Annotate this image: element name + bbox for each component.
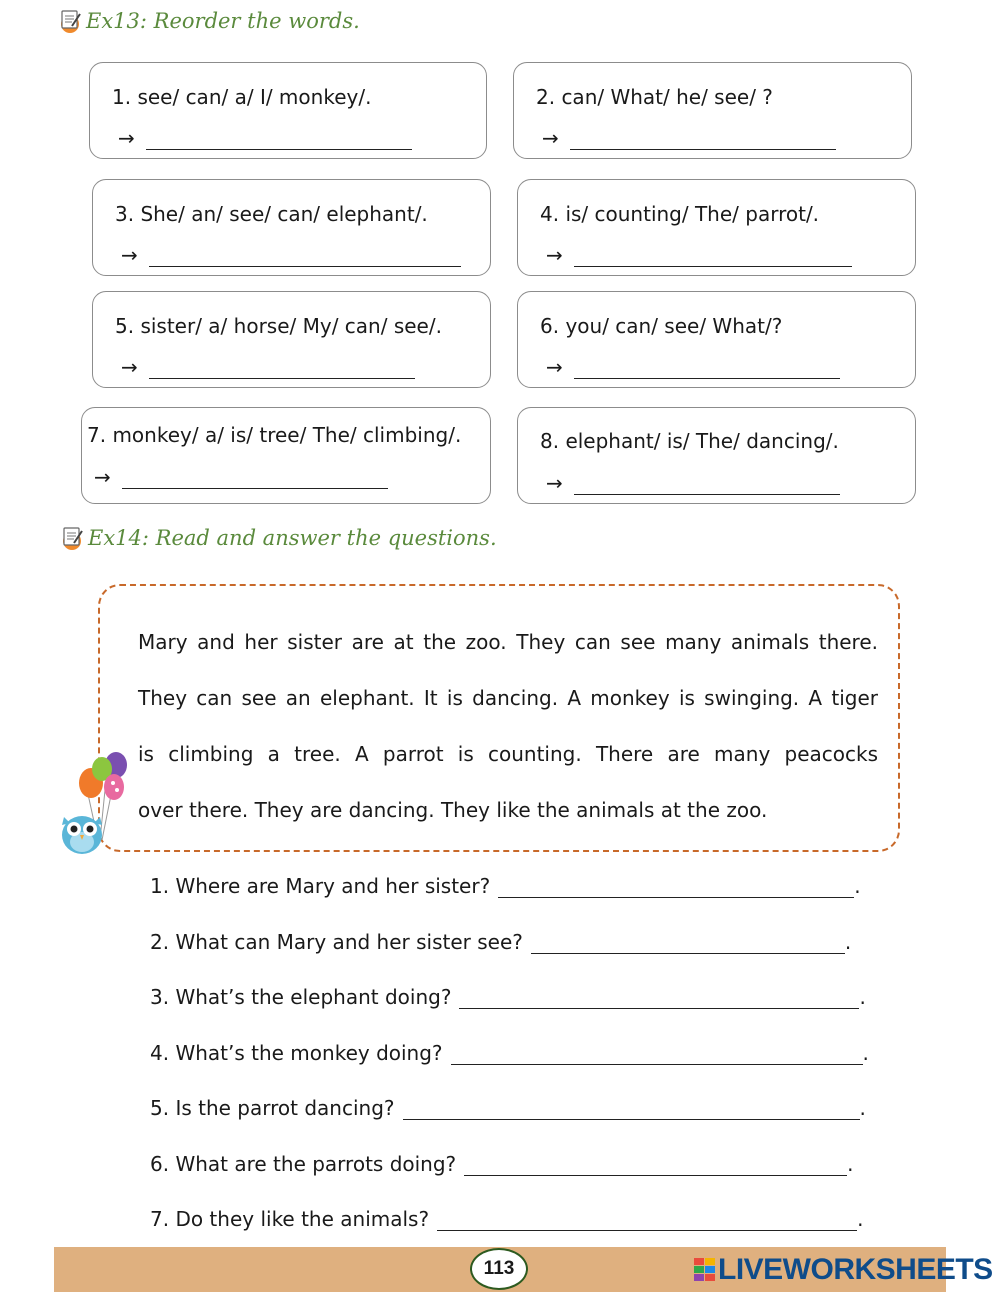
question-text: 3. What’s the elephant doing? xyxy=(150,985,452,1009)
question-3 xyxy=(150,985,866,1009)
answer-area xyxy=(121,355,415,379)
liveworksheets-logo xyxy=(694,1253,993,1287)
arrow-icon: → xyxy=(94,465,111,489)
answer-area xyxy=(118,126,412,150)
answer-blank[interactable] xyxy=(146,129,412,150)
reorder-prompt: 5. sister/ a/ horse/ My/ can/ see/. xyxy=(115,314,442,338)
question-1 xyxy=(150,874,861,898)
question-text: 7. Do they like the animals? xyxy=(150,1207,430,1231)
question-4 xyxy=(150,1041,869,1065)
answer-blank[interactable] xyxy=(451,1044,863,1065)
reorder-prompt: 8. elephant/ is/ The/ dancing/. xyxy=(540,429,839,453)
page-number: 113 xyxy=(470,1248,528,1290)
answer-area xyxy=(546,355,840,379)
ex13-heading xyxy=(58,8,360,34)
reorder-prompt: 3. She/ an/ see/ can/ elephant/. xyxy=(115,202,428,226)
reorder-item-7 xyxy=(81,407,491,504)
arrow-icon: → xyxy=(546,355,563,379)
reorder-prompt: 7. monkey/ a/ is/ tree/ The/ climbing/. xyxy=(87,423,462,447)
reorder-prompt: 2. can/ What/ he/ see/ ? xyxy=(536,85,773,109)
question-text: 1. Where are Mary and her sister? xyxy=(150,874,491,898)
reorder-item-5 xyxy=(92,291,491,388)
ex13-title: Ex13: Reorder the words. xyxy=(86,9,360,33)
answer-area xyxy=(542,126,836,150)
answer-blank[interactable] xyxy=(574,246,852,267)
answer-blank[interactable] xyxy=(122,468,388,489)
arrow-icon: → xyxy=(121,243,138,267)
answer-blank[interactable] xyxy=(574,474,840,495)
notepad-icon xyxy=(60,525,86,551)
question-text: 5. Is the parrot dancing? xyxy=(150,1096,395,1120)
question-7 xyxy=(150,1207,863,1231)
passage-line: Mary and her sister are at the zoo. They can see many animals there. xyxy=(138,630,878,654)
end-mark: . xyxy=(859,1096,866,1120)
reading-passage-box xyxy=(98,584,900,852)
question-text: 6. What are the parrots doing? xyxy=(150,1152,457,1176)
ex14-heading xyxy=(60,525,497,551)
passage-line: is climbing a tree. A parrot is counting. There are many peacocks xyxy=(138,742,878,766)
reorder-prompt: 4. is/ counting/ The/ parrot/. xyxy=(540,202,820,226)
end-mark: . xyxy=(847,1152,854,1176)
passage-line: They can see an elephant. It is dancing. A monkey is swinging. A tiger xyxy=(138,686,878,710)
answer-blank[interactable] xyxy=(498,877,854,898)
end-mark: . xyxy=(859,985,866,1009)
owl-balloons-illustration xyxy=(56,745,136,860)
end-mark: . xyxy=(854,874,861,898)
arrow-icon: → xyxy=(546,471,563,495)
notepad-icon xyxy=(58,8,84,34)
answer-area xyxy=(546,243,852,267)
answer-blank[interactable] xyxy=(464,1155,847,1176)
end-mark: . xyxy=(857,1207,864,1231)
reorder-item-3 xyxy=(92,179,491,276)
question-2 xyxy=(150,930,851,954)
answer-blank[interactable] xyxy=(403,1099,860,1120)
reorder-item-8 xyxy=(517,407,916,504)
reorder-item-6 xyxy=(517,291,916,388)
passage-line: over there. They are dancing. They like the animals at the zoo. xyxy=(138,798,768,822)
answer-blank[interactable] xyxy=(437,1210,857,1231)
answer-blank[interactable] xyxy=(459,988,859,1009)
reorder-prompt: 1. see/ can/ a/ I/ monkey/. xyxy=(112,85,372,109)
question-6 xyxy=(150,1152,854,1176)
answer-blank[interactable] xyxy=(570,129,836,150)
answer-area xyxy=(546,471,840,495)
question-text: 2. What can Mary and her sister see? xyxy=(150,930,523,954)
reorder-item-2 xyxy=(513,62,912,159)
answer-blank[interactable] xyxy=(149,358,415,379)
answer-blank[interactable] xyxy=(531,933,845,954)
question-5 xyxy=(150,1096,866,1120)
end-mark: . xyxy=(844,930,852,954)
answer-area xyxy=(94,465,388,489)
answer-area xyxy=(121,243,461,267)
reorder-prompt: 6. you/ can/ see/ What/? xyxy=(540,314,783,338)
ex14-title: Ex14: Read and answer the questions. xyxy=(88,526,497,550)
end-mark: . xyxy=(862,1041,869,1065)
arrow-icon: → xyxy=(121,355,138,379)
liveworksheets-logo-icon xyxy=(694,1258,716,1282)
arrow-icon: → xyxy=(542,126,559,150)
answer-blank[interactable] xyxy=(149,246,461,267)
reorder-item-1 xyxy=(89,62,487,159)
answer-blank[interactable] xyxy=(574,358,840,379)
arrow-icon: → xyxy=(546,243,563,267)
logo-text: LIVEWORKSHEETS xyxy=(718,1253,993,1286)
reorder-item-4 xyxy=(517,179,916,276)
question-text: 4. What’s the monkey doing? xyxy=(150,1041,443,1065)
arrow-icon: → xyxy=(118,126,135,150)
